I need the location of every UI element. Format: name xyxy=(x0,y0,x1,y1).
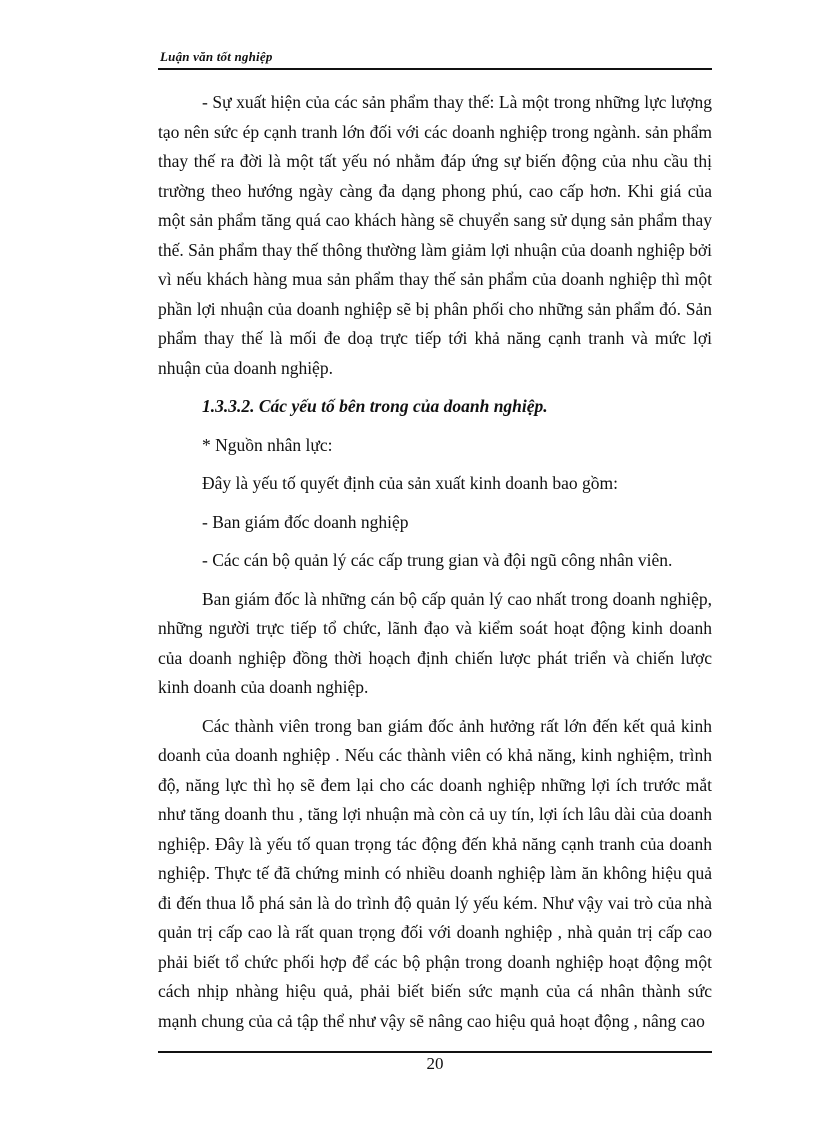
page-body xyxy=(158,88,712,1036)
list-item-middle-managers: - Các cán bộ quản lý các cấp trung gian và đội ngũ công nhân viên. xyxy=(202,550,673,570)
paragraph-board-role: Ban giám đốc là những cán bộ cấp quản lý cao nhất trong doanh nghiệp, những người trực tiếp tổ chức, lãnh đạo và kiểm soát hoạt động kinh doanh của doanh nghiệp đồng thời hoạch định chiến lược phát triển và chiến lược kinh doanh của doanh nghiệp. xyxy=(158,588,712,697)
list-item-board-of-directors: - Ban giám đốc doanh nghiệp xyxy=(202,511,409,532)
page-number: 20 xyxy=(426,1054,444,1073)
paragraph-board-influence: Các thành viên trong ban giám đốc ảnh hưởng rất lớn đến kết quả kinh doanh của doanh nghiệp . Nếu các thành viên có khả năng, kinh nghiệm, trình độ, năng lực thì họ sẽ đem lại cho các doanh nghiệp những lợi ích trước mắt như tăng doanh thu , tăng lợi nhuận mà còn cả uy tín, lợi ích lâu dài của doanh nghiệp. Đây là yếu tố quan trọng tác động đến khả năng cạnh tranh của doanh nghiệp. Thực tế đã chứng minh có nhiều doanh nghiệp làm ăn không hiệu quả đi đến thua lỗ phá sản là do trình độ quản lý yếu kém. Như vậy vai trò của nhà quản trị cấp cao là rất quan trọng đối với doanh nghiệp , nhà quản trị cấp cao phải biết tổ chức phối hợp để các bộ phận trong doanh nghiệp hoạt động một cách nhịp nhàng hiệu quả, phải biết biến sức mạnh của cá nhân thành sức mạnh chung của cả tập thể như vậy sẽ nâng cao hiệu quả hoạt động , nâng cao xyxy=(158,715,712,1031)
header-title: Luận văn tốt nghiệp xyxy=(160,49,273,64)
footer-rule xyxy=(158,1051,712,1053)
page-header xyxy=(158,48,712,70)
section-heading: 1.3.3.2. Các yếu tố bên trong của doanh nghiệp. xyxy=(202,396,548,416)
text-line-human-resources: * Nguồn nhân lực: xyxy=(202,434,333,455)
paragraph-substitute-products: - Sự xuất hiện của các sản phẩm thay thế: Là một trong những lực lượng tạo nên sức ép cạnh tranh lớn đối với các doanh nghiệp trong ngành. sản phẩm thay thế ra đời là một tất yếu nó nhằm đáp ứng sự biến động của nhu cầu thị trường theo hướng ngày càng đa dạng phong phú, cao cấp hơn. Khi giá của một sản phẩm tăng quá cao khách hàng sẽ chuyển sang sử dụng sản phẩm thay thế. Sản phẩm thay thế thông thường làm giảm lợi nhuận của doanh nghiệp bởi vì nếu khách hàng mua sản phẩm thay thế sản phẩm của doanh nghiệp thì một phần lợi nhuận của doanh nghiệp sẽ bị phân phối cho những sản phẩm đó. Sản phẩm thay thế là mối đe doạ trực tiếp tới khả năng cạnh tranh và mức lợi nhuận của doanh nghiệp. xyxy=(158,92,712,378)
text-line-decisive-factor: Đây là yếu tố quyết định của sản xuất kinh doanh bao gồm: xyxy=(202,473,619,493)
